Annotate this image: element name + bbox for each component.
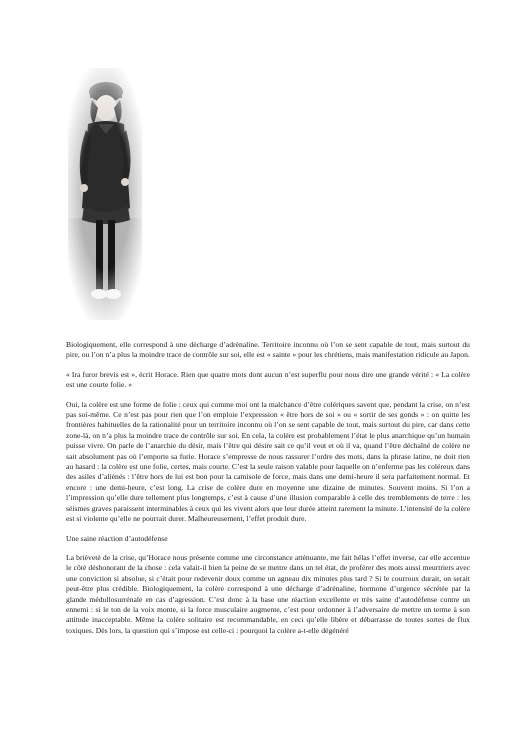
paragraph-4: La brièveté de la crise, qu’Horace nous présente comme une circonstance atténuante, me fait hélas l’effet inverse, car elle accentue le côté déshonorant de la chose : cela valait-il bien la peine de se mettre dans un tel état, de proférer des mots aussi meurtriers avec une conviction si absolue, si c’était pour redevenir doux comme un agneau dix minutes plus tard ? Si le courroux durait, on serait peut-être plus crédible. Biologiquement, la colère correspond à une décharge d’adrénaline, hormone d’urgence sécrétée par la glande médullosurrénale en cas d’agression. C’est donc à la base une réaction excellente et très saine d’autodéfense contre un ennemi : si le ton de la voix monte, si la force musculaire augmente, c’est pour ordonner à l’adversaire de mettre un terme à son attitude inacceptable. Même la colère solitaire est recommandable, en ceci qu’elle libère et débarrasse de toutes sortes de flux toxiques. Dès lors, la question qui s’impose est celle-ci : pourquoi la colère a-t-elle dégénéré [66,552,470,635]
paragraph-2: « Ira furor brevis est », écrit Horace. Rien que quatre mots dont aucun n’est superflu pour nous dire une grande vérité : « La colère est une courte folie. » [66,369,470,390]
child-portrait-photo-image [68,68,142,320]
paragraph-1: Biologiquement, elle correspond à une décharge d’adrénaline. Territoire inconnu où l’on se sent capable de tout, mais surtout du pire, ou l’on n’a plus la moindre trace de contrôle sur soi, elle est « sainte » pour les chrétiens, mais manifestation ridicule au Japon. [66,340,470,360]
paragraph-3: Oui, la colère est une forme de folie : ceux qui comme moi ont la malchance d’être colériques savent que, pendant la crise, on n’est pas soi-même. Ce n’est pas pour rien que l’on emploie l’expression « être hors de soi » ou « sortir de ses gonds » : on quitte les frontières habituelles de la rationalité pour un territoire inconnu où l’on se sent capable de tout, mais surtout du pire, car dans cette zone-là, on n’a plus la moindre trace de contrôle sur soi. En cela, la colère est probablement l’état le plus anarchique qu’un humain puisse vivre. On parle de l’anarchie du désir, mais l’être qui désire sait ce qu’il veut et où il va, quand l’être déchaîné de colère ne sait absolument pas où l’emporte sa furie. Horace s’empresse de nous rassurer l’ordre des mots, dans la phrase latine, ne doit rien au hasard : la colère est une folie, certes, mais courte. C’est la seule raison valable pour laquelle on n’enferme pas les coléreux dans des asiles d’aliénés : l’être hors de lui est bon pour la camisole de force, mais dans une demi-heure il sera parfaitement normal. Et encore : une demi-heure, c’est long. La crise de colère dure en moyenne une dizaine de minutes. Souvent moins. Si l’on a l’impression qu’elle dure tellement plus longtemps, c’est à cause d’une illusion comparable à celle des tremblements de terre : les séismes graves paraissent interminables à ceux qui les vivent alors que leur durée atteint rarement la minute. L’intensité de la colère est si violente qu’elle ne pourrait durer. Malheureusement, l’effet produit dure. [66,399,470,524]
child-portrait-photo [68,68,142,320]
section-subheading: Une saine réaction d’autodéfense [66,533,168,543]
article-body [66,340,470,645]
